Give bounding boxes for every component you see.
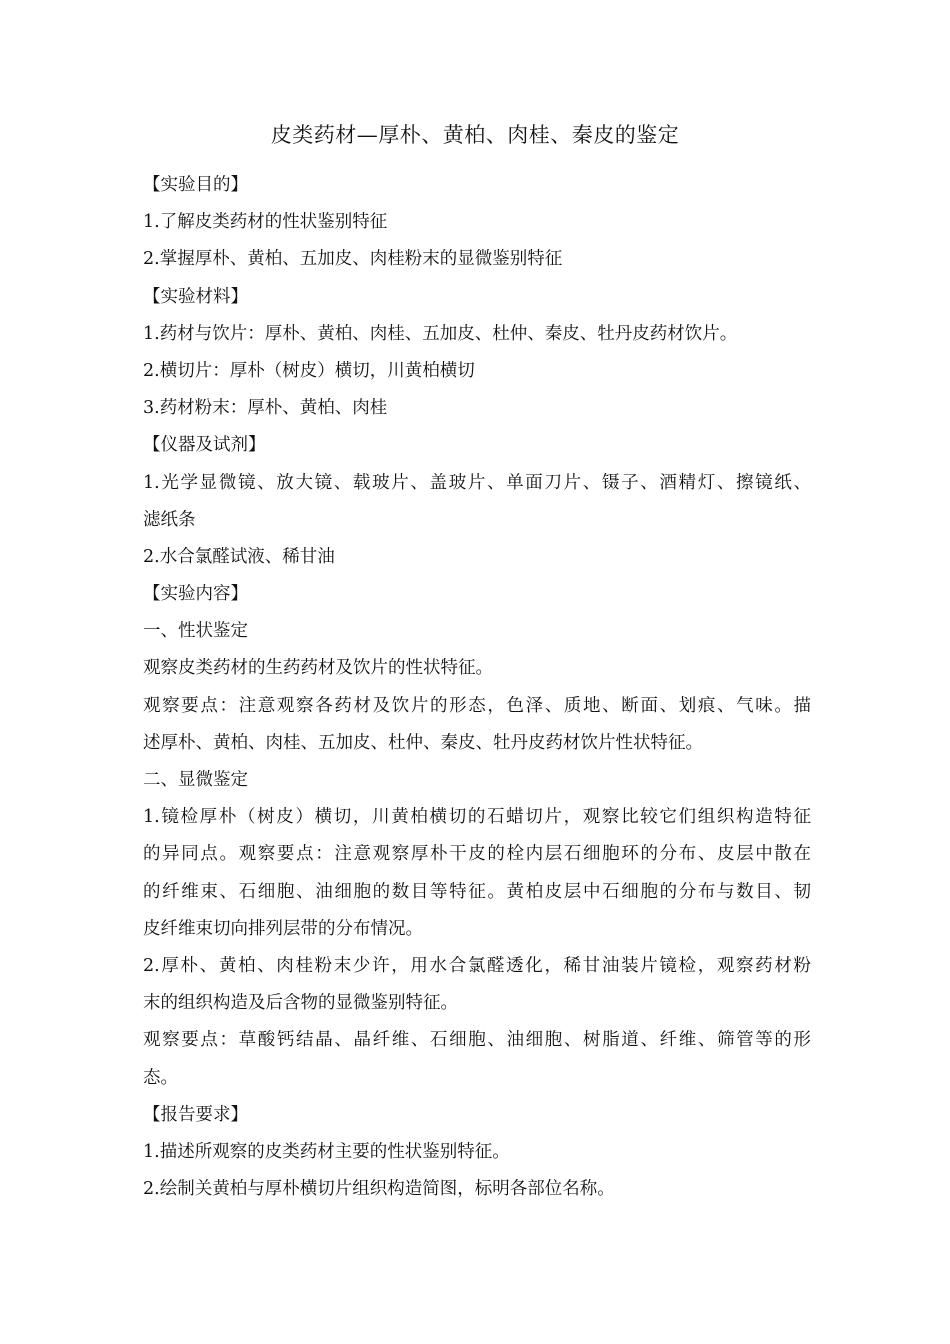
text-line: 滤纸条 <box>143 509 196 530</box>
text-line: 观察要点：草酸钙结晶、晶纤维、石细胞、油细胞、树脂道、纤维、筛管等的形 <box>143 1030 811 1051</box>
text-line: 2.绘制关黄柏与厚朴横切片组织构造简图，标明各部位名称。 <box>143 1179 615 1200</box>
text-line: 二、显微鉴定 <box>143 770 248 790</box>
text-line: 2.厚朴、黄柏、肉桂粉末少许，用水合氯醛透化，稀甘油装片镜检，观察药材粉 <box>143 955 811 976</box>
text-line: 一、性状鉴定 <box>143 621 248 642</box>
text-line: 1.药材与饮片：厚朴、黄柏、肉桂、五加皮、杜仲、秦皮、牡丹皮药材饮片。 <box>143 323 738 344</box>
document-body <box>143 167 811 1208</box>
text-line: 1.了解皮类药材的性状鉴别特征 <box>143 212 388 233</box>
text-line: 【实验材料】 <box>143 286 248 307</box>
document-title: 皮类药材—厚朴、黄柏、肉桂、秦皮的鉴定 <box>270 123 680 147</box>
text-line: 【仪器及试剂】 <box>143 435 266 456</box>
text-line: 观察要点：注意观察各药材及饮片的形态，色泽、质地、断面、划痕、气味。描 <box>143 695 811 716</box>
text-line: 1.描述所观察的皮类药材主要的性状鉴别特征。 <box>143 1141 510 1162</box>
text-line: 1.光学显微镜、放大镜、载玻片、盖玻片、单面刀片、镊子、酒精灯、擦镜纸、 <box>143 472 811 493</box>
text-line: 的纤维束、石细胞、油细胞的数目等特征。黄柏皮层中石细胞的分布与数目、韧 <box>143 881 811 902</box>
text-line: 【实验内容】 <box>143 584 248 605</box>
text-line: 1.镜检厚朴（树皮）横切，川黄柏横切的石蜡切片，观察比较它们组织构造特征 <box>143 807 811 828</box>
text-line: 的异同点。观察要点：注意观察厚朴干皮的栓内层石细胞环的分布、皮层中散在 <box>143 844 811 865</box>
text-line: 【实验目的】 <box>143 175 248 195</box>
text-line: 述厚朴、黄柏、肉桂、五加皮、杜仲、秦皮、牡丹皮药材饮片性状特征。 <box>143 732 703 753</box>
text-line: 2.水合氯醛试液、稀甘油 <box>143 546 335 567</box>
text-line: 【报告要求】 <box>143 1104 248 1125</box>
text-line: 观察皮类药材的生药药材及饮片的性状特征。 <box>143 658 493 679</box>
text-line: 皮纤维束切向排列层带的分布情况。 <box>143 918 423 939</box>
text-line: 3.药材粉末：厚朴、黄柏、肉桂 <box>143 398 388 419</box>
text-line: 2.掌握厚朴、黄柏、五加皮、肉桂粉末的显微鉴别特征 <box>143 249 563 270</box>
text-line: 2.横切片：厚朴（树皮）横切，川黄柏横切 <box>143 360 475 381</box>
text-line: 末的组织构造及后含物的显微鉴别特征。 <box>143 993 458 1014</box>
text-line: 态。 <box>143 1067 178 1088</box>
